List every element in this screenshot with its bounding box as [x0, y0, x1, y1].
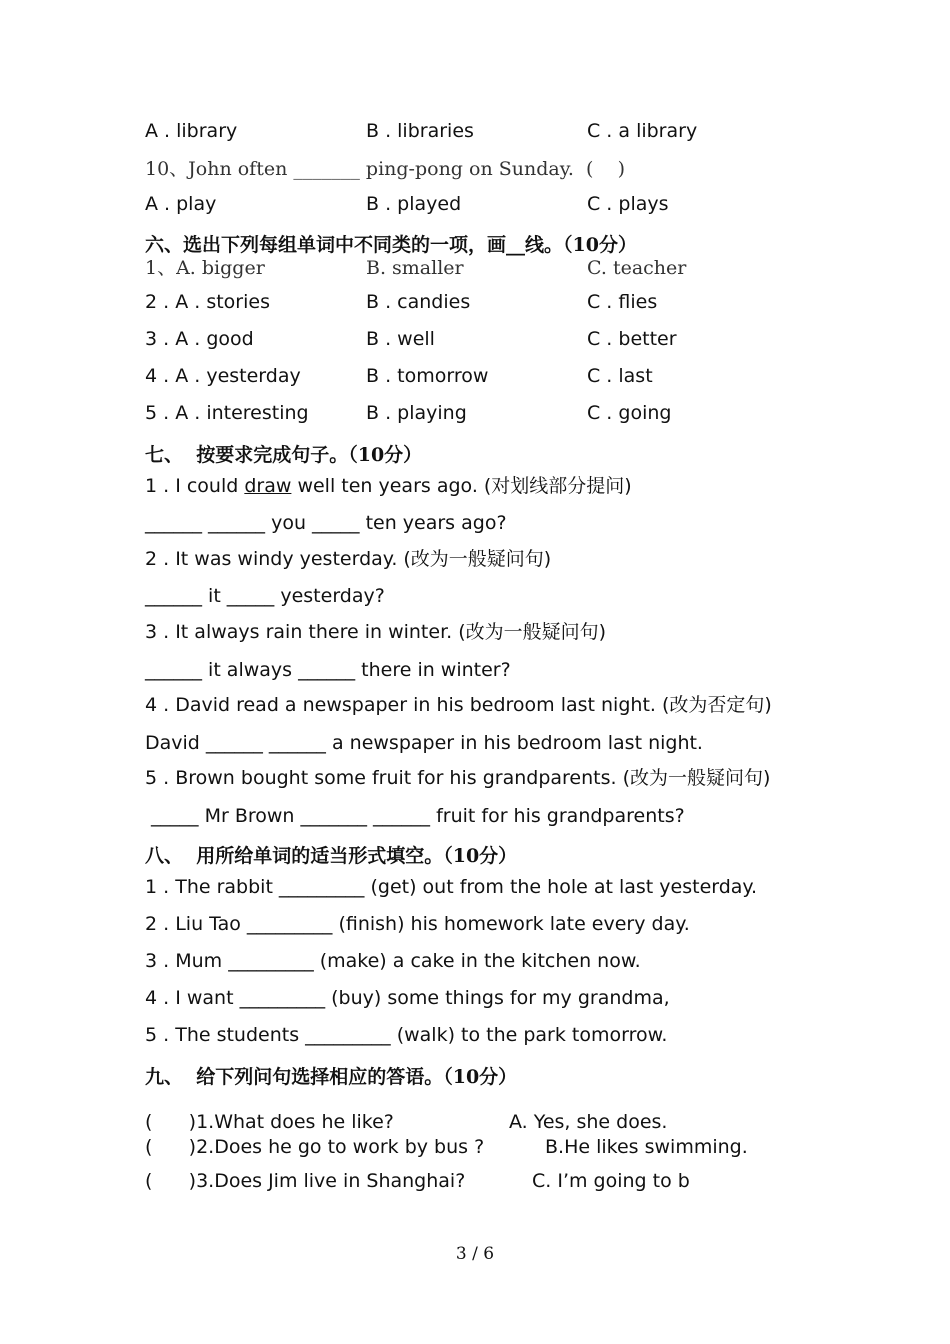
s6-row1-a: 1、A. bigger — [145, 257, 265, 279]
s6-row4-b: B . tomorrow — [366, 365, 489, 387]
s7-q3: 3 . It always rain there in winter. (改为一般疑问句) — [145, 621, 607, 643]
q9-option-a: A . library — [145, 120, 238, 142]
s7-q4: 4 . David read a newspaper in his bedroom last night. (改为否定句) — [145, 694, 772, 716]
s8-item4: 4 . I want _________ (buy) some things for my grandma, — [145, 987, 670, 1009]
section6-heading: 六、选出下列每组单词中不同类的一项，画__线。（10分） — [145, 234, 637, 256]
s9-q2: ( )2.Does he go to work by bus ? — [145, 1136, 485, 1158]
s7-a3: ______ it always ______ there in winter? — [145, 659, 511, 681]
s6-row1-b: B. smaller — [366, 257, 464, 279]
s6-row3-a: 3 . A . good — [145, 328, 254, 350]
s6-row3-c: C . better — [587, 328, 677, 350]
s6-row3-b: B . well — [366, 328, 435, 350]
q10-option-b: B . played — [366, 193, 462, 215]
s6-row4-c: C . last — [587, 365, 653, 387]
s6-row2-b: B . candies — [366, 291, 471, 313]
s7-a2: ______ it _____ yesterday? — [145, 585, 385, 607]
q10-option-a: A . play — [145, 193, 217, 215]
s7-q1-underlined-word: draw — [244, 475, 292, 497]
q10-question: 10、John often _______ ping-pong on Sunday. ( ) — [145, 158, 626, 180]
s6-row2-c: C . flies — [587, 291, 658, 313]
s8-item3: 3 . Mum _________ (make) a cake in the kitchen now. — [145, 950, 641, 972]
s6-row4-a: 4 . A . yesterday — [145, 365, 301, 387]
s8-item1: 1 . The rabbit _________ (get) out from the hole at last yesterday. — [145, 876, 758, 898]
s7-q2: 2 . It was windy yesterday. (改为一般疑问句) — [145, 548, 552, 570]
s9-a2: B.He likes swimming. — [545, 1136, 748, 1158]
s6-row1-c: C. teacher — [587, 257, 687, 279]
s8-item5: 5 . The students _________ (walk) to the park tomorrow. — [145, 1024, 668, 1046]
page-number: 3 / 6 — [455, 1244, 495, 1264]
s9-a3: C. I’m going to b — [532, 1170, 690, 1192]
s6-row5-b: B . playing — [366, 402, 467, 424]
s9-q3: ( )3.Does Jim live in Shanghai? — [145, 1170, 466, 1192]
q9-option-b: B . libraries — [366, 120, 474, 142]
section9-heading: 九、 给下列问句选择相应的答语。（10分） — [145, 1066, 518, 1088]
q9-option-c: C . a library — [587, 120, 698, 142]
s6-row5-c: C . going — [587, 402, 672, 424]
s6-row2-a: 2 . A . stories — [145, 291, 270, 313]
s9-q1: ( )1.What does he like? — [145, 1111, 394, 1133]
s9-a1: A. Yes, she does. — [509, 1111, 668, 1133]
section7-heading: 七、 按要求完成句子。（10分） — [145, 444, 423, 466]
q10-option-c: C . plays — [587, 193, 669, 215]
s7-a5: _____ Mr Brown _______ ______ fruit for his grandparents? — [145, 805, 685, 827]
s7-q1-post: well ten years ago. (对划线部分提问) — [291, 475, 632, 497]
s7-q1 — [145, 475, 632, 498]
s7-a4: David ______ ______ a newspaper in his bedroom last night. — [145, 732, 703, 754]
s7-q1-pre: 1 . I could — [145, 475, 245, 497]
s8-item2: 2 . Liu Tao _________ (finish) his homework late every day. — [145, 913, 690, 935]
section8-heading: 八、 用所给单词的适当形式填空。（10分） — [145, 845, 518, 867]
s6-row5-a: 5 . A . interesting — [145, 402, 309, 424]
s7-q5: 5 . Brown bought some fruit for his grandparents. (改为一般疑问句) — [145, 767, 771, 789]
s7-a1: ______ ______ you _____ ten years ago? — [145, 512, 507, 534]
